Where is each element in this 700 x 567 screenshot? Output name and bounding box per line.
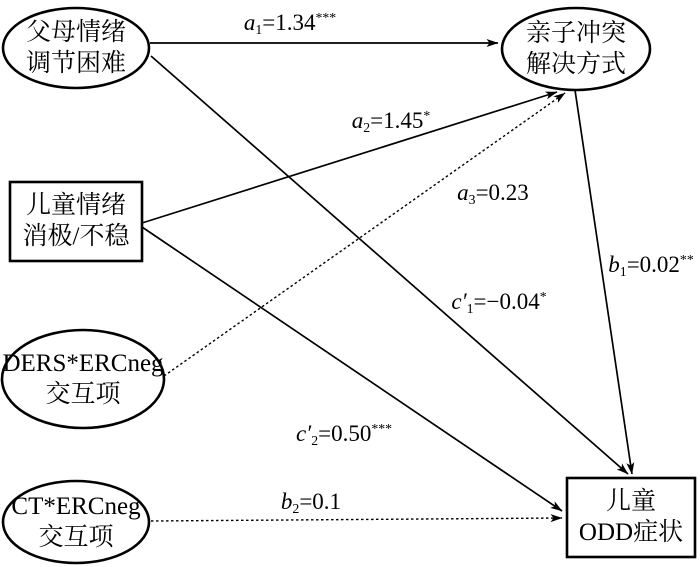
- coefficient-value: =1.45: [370, 108, 424, 133]
- path-label-b2: [281, 489, 341, 515]
- node-label-child-emotion: [10, 190, 142, 252]
- significance-stars: *: [423, 108, 431, 124]
- path-label-c1: [451, 289, 546, 315]
- coefficient-subscript: 1: [619, 264, 627, 280]
- path-label-c2: [296, 421, 392, 447]
- node-label-ders-interaction: [0, 348, 173, 410]
- coefficient-subscript: 2: [292, 501, 300, 517]
- node-text-line: 父母情绪: [25, 19, 126, 46]
- arrow-a3: [164, 93, 565, 376]
- node-text-line: 交互项: [45, 381, 121, 408]
- coefficient-subscript: 1: [255, 22, 263, 38]
- node-text-line: DERS*ERCneg: [2, 350, 164, 377]
- coefficient-subscript: 3: [468, 192, 476, 208]
- significance-stars: **: [679, 252, 694, 268]
- path-label-a2: [352, 108, 431, 134]
- node-text-line: 调节困难: [25, 50, 126, 77]
- node-text-line: 消极/不稳: [22, 223, 130, 250]
- coefficient-symbol: b: [280, 489, 293, 514]
- arrow-b2: [151, 518, 562, 521]
- arrow-c2: [142, 227, 562, 511]
- node-text-line: 亲子冲突: [525, 20, 626, 47]
- path-label-b1: [608, 252, 693, 278]
- node-text-line: CT*ERCneg: [11, 493, 141, 520]
- node-text-line: 交互项: [38, 524, 114, 551]
- arrow-b1: [575, 90, 632, 474]
- coefficient-symbol: c′: [295, 421, 312, 446]
- coefficient-symbol: b: [608, 252, 620, 277]
- coefficient-symbol: a: [351, 108, 364, 133]
- coefficient-symbol: a: [457, 180, 469, 205]
- coefficient-subscript: 2: [363, 120, 371, 136]
- significance-stars: ***: [315, 10, 337, 26]
- coefficient-value: =0.02: [626, 252, 680, 277]
- node-text-line: 解决方式: [525, 51, 626, 78]
- coefficient-value: =1.34: [262, 10, 316, 35]
- significance-stars: ***: [371, 421, 393, 437]
- path-label-a1: [244, 10, 336, 36]
- coefficient-symbol: a: [243, 10, 256, 35]
- coefficient-symbol: c′: [451, 289, 467, 314]
- node-text-line: 儿童情绪: [25, 192, 126, 219]
- node-text-line: ODD症状: [578, 519, 684, 546]
- node-label-ct-interaction: [0, 491, 156, 553]
- coefficient-value: =0.23: [475, 180, 529, 205]
- coefficient-value: =0.1: [299, 489, 342, 514]
- node-text-line: 儿童: [605, 488, 656, 515]
- node-label-odd: [567, 486, 695, 548]
- coefficient-value: =0.50: [318, 421, 372, 446]
- path-label-a3: [457, 180, 529, 206]
- node-label-conflict: [506, 18, 646, 80]
- significance-stars: *: [539, 289, 547, 305]
- coefficient-subscript: 1: [466, 301, 474, 317]
- coefficient-value: =−0.04: [473, 289, 540, 314]
- coefficient-subscript: 2: [311, 433, 319, 449]
- node-label-parent-er: [6, 17, 146, 79]
